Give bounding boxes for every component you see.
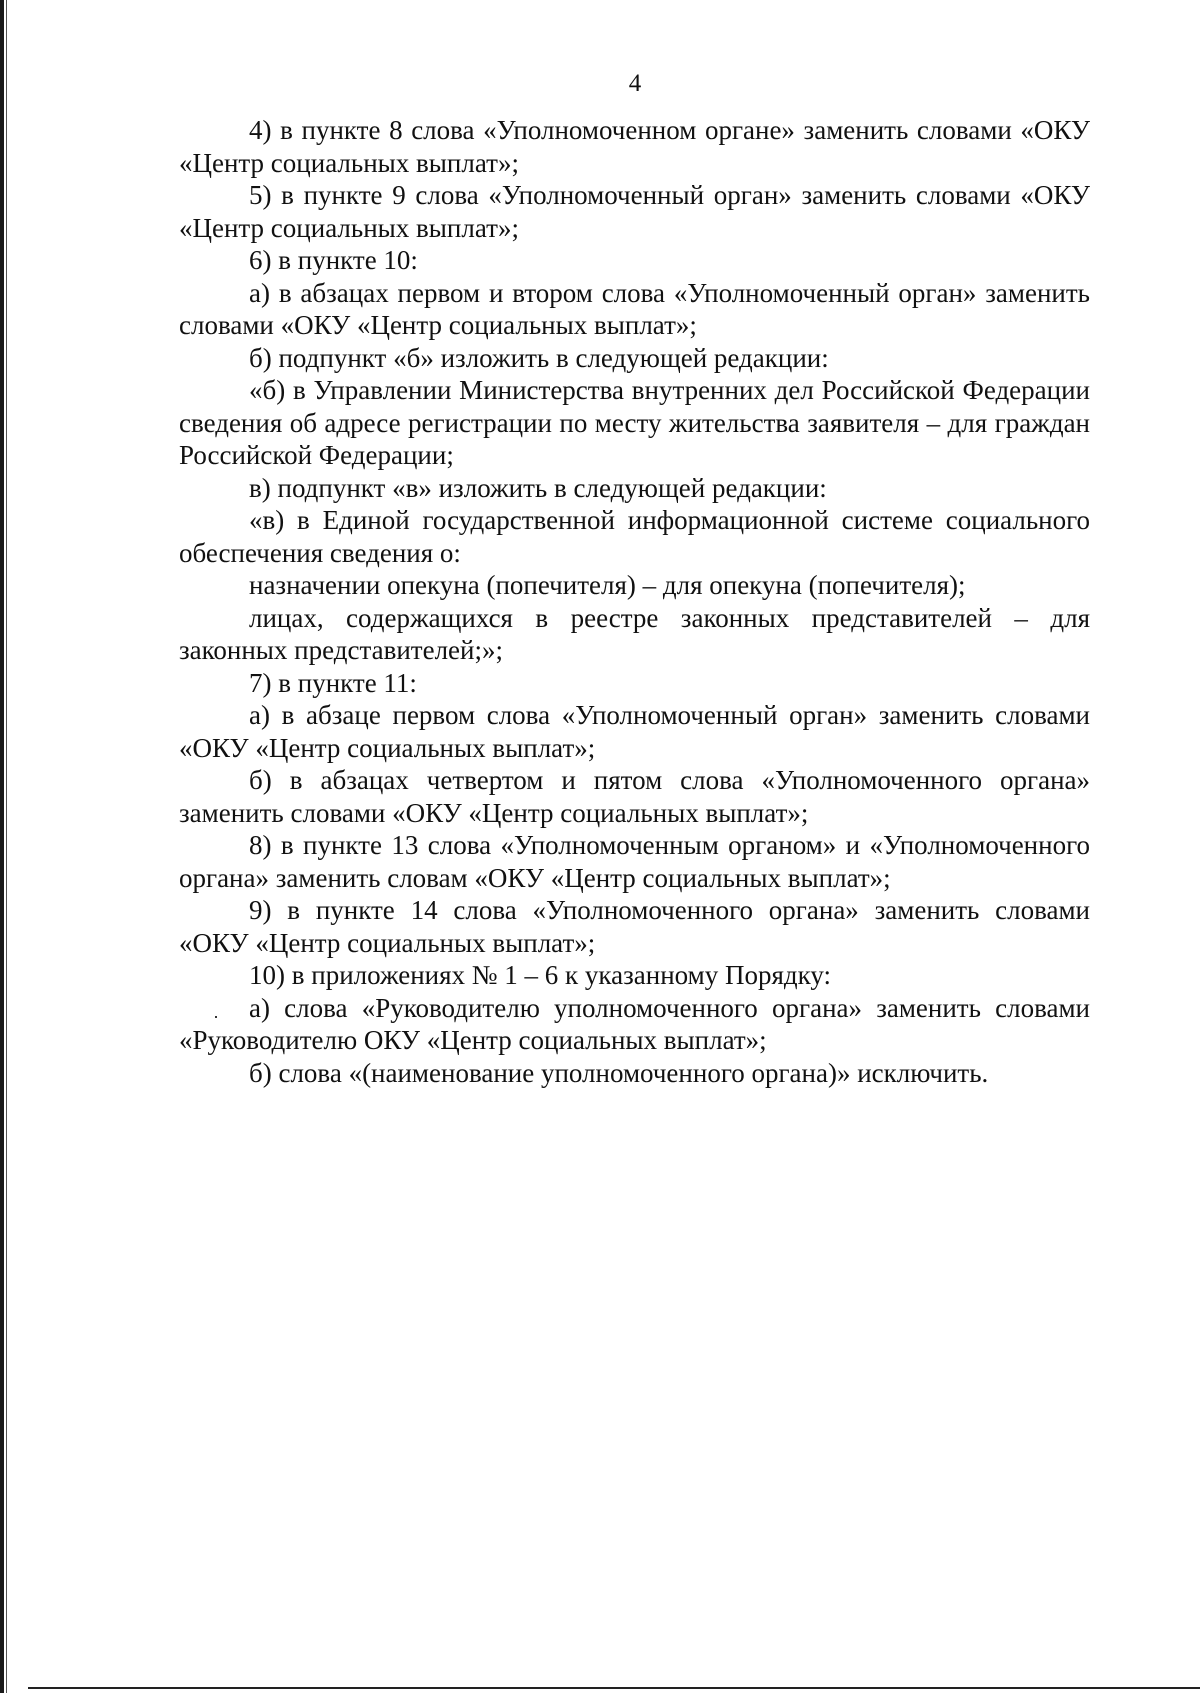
paragraph-legal-reps: лицах, содержащихся в реестре законных представителей – для законных представителей;»; <box>179 602 1090 665</box>
paragraph-item-8: 8) в пункте 13 слова «Уполномоченным органом» и «Уполномоченного органа» заменить словам «ОКУ «Центр социальных выплат»; <box>179 830 1090 893</box>
paragraph-item-4: 4) в пункте 8 слова «Уполномоченном органе» заменить словами «ОКУ «Центр социальных выплат»; <box>179 115 1090 178</box>
scan-left-edge-shadow <box>6 0 7 1693</box>
paragraph-guardian: назначении опекуна (попечителя) – для опекуна (попечителя); <box>249 570 966 600</box>
paragraph-item-7a: а) в абзаце первом слова «Уполномоченный орган» заменить словами «ОКУ «Центр социальных выплат»; <box>179 700 1090 763</box>
paragraph-item-6v: в) подпункт «в» изложить в следующей редакции: <box>249 472 827 503</box>
paragraph-item-9: 9) в пункте 14 слова «Уполномоченного органа» заменить словами «ОКУ «Центр социальных выплат»; <box>179 895 1090 958</box>
paragraph-item-10a: а) слова «Руководителю уполномоченного органа» заменить словами «Руководителю ОКУ «Центр социальных выплат»; <box>179 992 1090 1055</box>
paragraph-item-10b: б) слова «(наименование уполномоченного органа)» исключить. <box>249 1057 989 1088</box>
paragraph-item-7b: б) в абзацах четвертом и пятом слова «Уполномоченного органа» заменить словами «ОКУ «Центр социальных выплат»; <box>179 765 1090 828</box>
scan-bottom-line <box>28 1687 1200 1689</box>
paragraph-item-6a: а) в абзацах первом и втором слова «Уполномоченный орган» заменить словами «ОКУ «Центр социальных выплат»; <box>179 277 1090 340</box>
page-number: 4 <box>628 70 642 97</box>
paragraph-item-5: 5) в пункте 9 слова «Уполномоченный орган» заменить словами «ОКУ «Центр социальных выплат»; <box>179 180 1090 243</box>
paragraph-item-6b: б) подпункт «б» изложить в следующей редакции: <box>249 342 829 373</box>
paragraph-item-6v-text: «в) в Единой государственной информационной системе социального обеспечения сведения о: <box>179 505 1090 568</box>
document-body <box>179 114 1090 1089</box>
paragraph-item-7: 7) в пункте 11: <box>249 667 417 698</box>
paragraph-item-10: 10) в приложениях № 1 – 6 к указанному Порядку: <box>249 960 832 990</box>
scan-speck <box>215 1016 217 1018</box>
paragraph-item-6b-text: «б) в Управлении Министерства внутренних дел Российской Федерации сведения об адресе регистрации по месту жительства заявителя – для граждан Российской Федерации; <box>179 375 1090 470</box>
scan-left-edge <box>0 0 4 1693</box>
paragraph-item-6: 6) в пункте 10: <box>249 245 418 275</box>
